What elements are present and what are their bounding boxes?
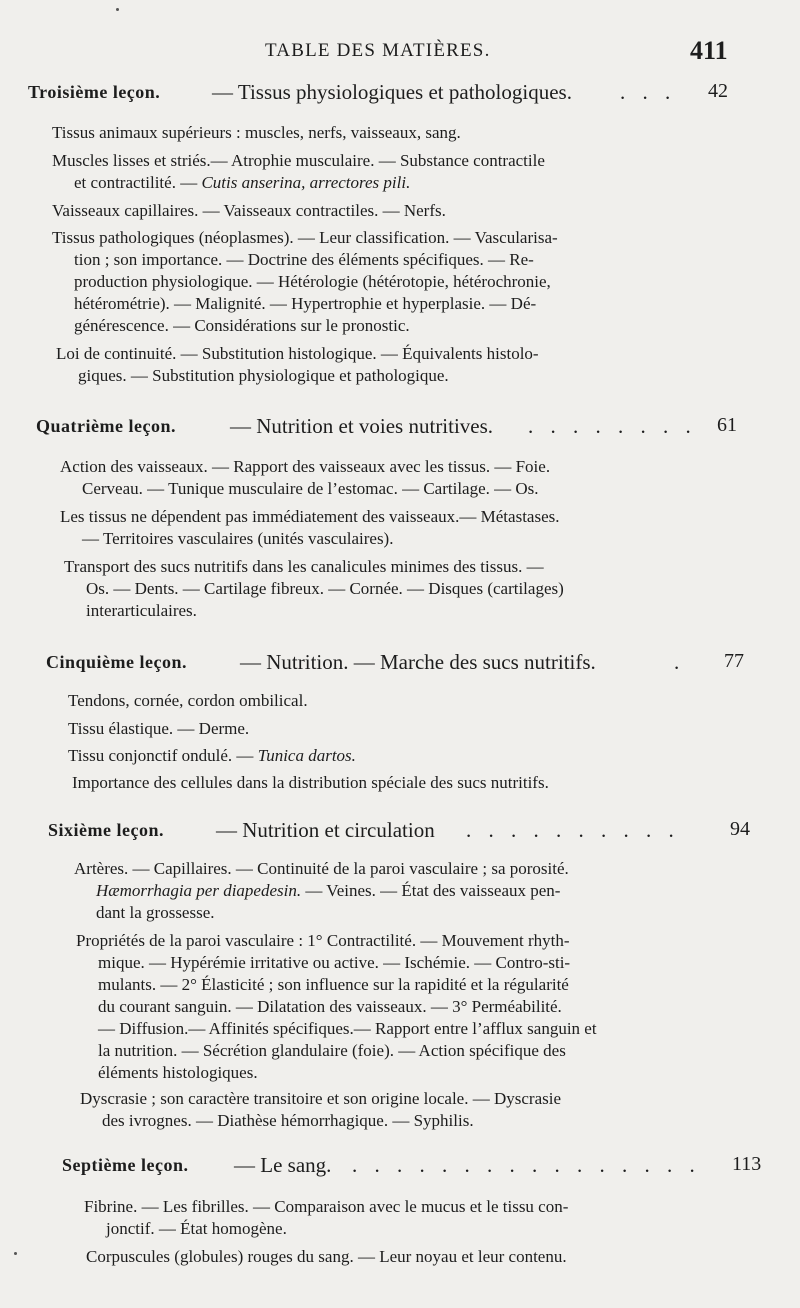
leader-dots: . . . . . . . . [528, 414, 697, 438]
lesson-topic: — Tissus physiologiques et pathologiques. [212, 80, 572, 104]
lesson-heading-5 [0, 652, 800, 682]
lesson-name: Troisième leçon. [28, 82, 161, 102]
lesson-page: 42 [708, 80, 728, 102]
entry [76, 930, 740, 1084]
entry [72, 772, 732, 794]
entry-line: Corpuscules (globules) rouges du sang. — Leur noyau et leur contenu. [86, 1247, 567, 1266]
lesson-topic: — Nutrition et circulation [216, 818, 435, 842]
entry-line: Action des vaisseaux. — Rapport des vaisseaux avec les tissus. — Foie. [60, 457, 551, 476]
entry-line: Os. — Dents. — Cartilage fibreux. — Cornée. — Disques (cartilages) [86, 579, 564, 598]
entry-line: la nutrition. — Sécrétion glandulaire (foie). — Action spécifique des [98, 1041, 566, 1060]
entry [56, 343, 712, 387]
entry-line: Propriétés de la paroi vasculaire : 1° Contractilité. — Mouvement rhyth- [76, 931, 570, 950]
entry [80, 1088, 740, 1132]
entry [52, 200, 712, 222]
entry [52, 122, 712, 144]
leader-dots: . . . [620, 80, 677, 104]
lesson-name: Sixième leçon. [48, 820, 164, 840]
entry-line: Cerveau. — Tunique musculaire de l’estomac. — Cartilage. — Os. [82, 479, 539, 498]
print-speck [116, 8, 119, 11]
entry [68, 690, 728, 712]
lesson-page: 94 [730, 818, 750, 840]
entry [60, 456, 720, 500]
lesson-topic: — Nutrition. — Marche des sucs nutritifs. [240, 650, 596, 674]
entry-line: — Territoires vasculaires (unités vasculaires). [82, 529, 394, 548]
lesson-heading-4 [0, 416, 800, 446]
leader-dots: . . . . . . . . . . [466, 818, 680, 842]
entry-line: Fibrine. — Les fibrilles. — Comparaison avec le mucus et le tissu con- [84, 1197, 569, 1216]
entry-line: mulants. — 2° Élasticité ; son influence sur la rapidité et la régularité [98, 975, 569, 994]
entry [60, 506, 720, 550]
entry-line: Transport des sucs nutritifs dans les canalicules minimes des tissus. — [64, 557, 544, 576]
entry-line: des ivrognes. — Diathèse hémorrhagique. — Syphilis. [102, 1111, 474, 1130]
entry-line: mique. — Hypérémie irritative ou active. — Ischémie. — Contro-sti- [98, 953, 571, 972]
entry-line: dant la grossesse. [96, 903, 215, 922]
running-header [0, 38, 800, 68]
entry-line: Hæmorrhagia per diapedesin. — Veines. — État des vaisseaux pen- [96, 881, 561, 900]
entry [64, 556, 720, 622]
entry-line: Tendons, cornée, cordon ombilical. [68, 691, 308, 710]
entry-line: Tissu conjonctif ondulé. — Tunica dartos. [68, 746, 356, 765]
lesson-name: Quatrième leçon. [36, 416, 176, 436]
lesson-heading-3 [0, 82, 800, 112]
entry-line: Muscles lisses et striés.— Atrophie musculaire. — Substance contractile [52, 151, 545, 170]
entry-line: Dyscrasie ; son caractère transitoire et son origine locale. — Dyscrasie [80, 1089, 562, 1108]
entry-line: Tissu élastique. — Derme. [68, 719, 250, 738]
entry-line: hétérométrie). — Malignité. — Hypertrophie et hyperplasie. — Dé- [74, 294, 537, 313]
entry [68, 718, 728, 740]
leader-dots: . . . . . . . . . . . . . . . . [352, 1153, 701, 1177]
leader-dots: . [674, 650, 686, 674]
lesson-page: 77 [724, 650, 744, 672]
entry-line: Tissus pathologiques (néoplasmes). — Leur classification. — Vascularisa- [52, 228, 558, 247]
entry [52, 227, 712, 337]
header-page-number: 411 [690, 36, 728, 65]
entry-line: Loi de continuité. — Substitution histologique. — Équivalents histolo- [56, 344, 539, 363]
entry-line: du courant sanguin. — Dilatation des vaisseaux. — 3° Perméabilité. [98, 997, 562, 1016]
entry-line: production physiologique. — Hétérologie (hétérotopie, hétérochronie, [74, 272, 551, 291]
print-speck [14, 1252, 17, 1255]
lesson-topic: — Nutrition et voies nutritives. [230, 414, 494, 438]
lesson-name: Cinquième leçon. [46, 652, 187, 672]
entry-line: jonctif. — État homogène. [106, 1219, 287, 1238]
entry [68, 745, 728, 767]
entry-line: Artères. — Capillaires. — Continuité de la paroi vasculaire ; sa porosité. [74, 859, 569, 878]
entry-line: éléments histologiques. [98, 1063, 258, 1082]
entry [86, 1246, 750, 1268]
entry [74, 858, 738, 924]
entry-line: — Diffusion.— Affinités spécifiques.— Rapport entre l’afflux sanguin et [98, 1019, 597, 1038]
entry-line: Vaisseaux capillaires. — Vaisseaux contractiles. — Nerfs. [52, 201, 446, 220]
entry-line: Tissus animaux supérieurs : muscles, nerfs, vaisseaux, sang. [52, 123, 461, 142]
lesson-topic: — Le sang. [234, 1153, 332, 1177]
entry-line: Les tissus ne dépendent pas immédiatement des vaisseaux.— Métastases. [60, 507, 560, 526]
entry-line: Importance des cellules dans la distribution spéciale des sucs nutritifs. [72, 773, 549, 792]
entry-line: giques. — Substitution physiologique et pathologique. [78, 366, 449, 385]
lesson-heading-6 [0, 820, 800, 850]
entry-line: et contractilité. — Cutis anserina, arrectores pili. [74, 173, 411, 192]
entry-line: générescence. — Considérations sur le pronostic. [74, 316, 410, 335]
entry [84, 1196, 748, 1240]
lesson-name: Septième leçon. [62, 1155, 189, 1175]
entry [52, 150, 712, 194]
header-title: TABLE DES MATIÈRES. [265, 40, 491, 61]
entry-line: tion ; son importance. — Doctrine des éléments spécifiques. — Re- [74, 250, 534, 269]
lesson-page: 113 [732, 1153, 762, 1175]
entry-line: interarticulaires. [86, 601, 197, 620]
lesson-heading-7 [0, 1155, 800, 1185]
lesson-page: 61 [717, 414, 737, 436]
